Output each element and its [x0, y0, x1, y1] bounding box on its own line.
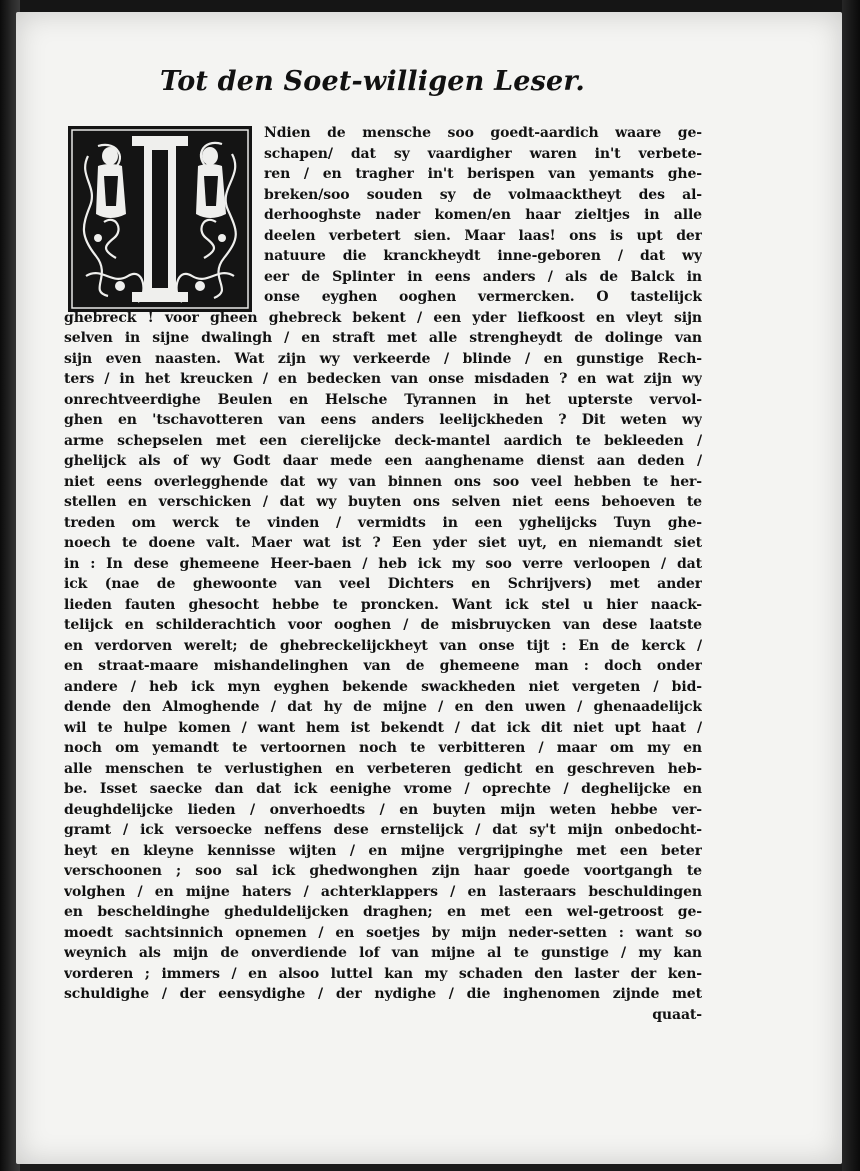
text-line: be. Isset saecke dan dat ick eenighe vrome / oprechte / deghelijcke en — [64, 781, 702, 797]
text-line: heyt en kleyne kennisse wijten / en mijne vergrijpinghe met een beter — [64, 842, 702, 859]
text-line: en verdorven werelt; de ghebreckelijckheyt van onse tijt : En de kerck / — [64, 637, 702, 654]
text-line: ters / in het kreucken / en bedecken van onse misdaden ? en wat zijn wy — [64, 371, 702, 387]
text-line: eer de Splinter in eens anders / als de Balck in — [264, 268, 702, 285]
text-line: Ndien de mensche soo goedt-aardich waare ge- — [264, 125, 702, 141]
body-text — [64, 123, 702, 1025]
text-line: volghen / en mijne haters / achterklappers / en lasteraars beschuldingen — [64, 883, 702, 900]
text-line: weynich als mijn de onverdiende lof van mijne al te gunstige / my kan — [64, 945, 702, 961]
text-line: alle menschen te verlustighen en verbeteren gedicht en geschreven heb- — [64, 760, 702, 777]
text-line: ren / en tragher in't berispen van yemants ghe- — [264, 166, 702, 182]
text-line: deughdelijcke lieden / onverhoedts / en buyten mijn weten hebbe ver- — [64, 801, 702, 818]
text-line: natuure die kranckheydt inne-geboren / dat wy — [264, 248, 702, 264]
text-line: ghelijck als of wy Godt daar mede een aanghename dienst aan deden / — [64, 453, 702, 469]
text-line: sijn even naasten. Wat zijn wy verkeerde / blinde / en gunstige Rech- — [64, 350, 702, 367]
text-line: selven in sijne dwalingh / en straft met alle strengheydt de dolinge van — [64, 330, 702, 346]
text-line: breken/soo souden sy de volmaacktheyt des al- — [264, 186, 702, 203]
text-line: schapen/ dat sy vaardigher waren in't verbete- — [264, 145, 702, 162]
text-line: onse eyghen ooghen vermercken. O tastelijck — [264, 289, 702, 305]
text-line: telijck en schilderachtich voor ooghen / de misbruycken van dese laatste — [64, 617, 702, 633]
text-line: vorderen ; immers / en alsoo luttel kan my schaden den laster der ken- — [64, 965, 702, 982]
text-line: treden om werck te vinden / vermidts in een yghelijcks Tuyn ghe- — [64, 514, 702, 531]
text-line: schuldighe / der eensydighe / der nydighe / die inghenomen zijnde met — [64, 986, 702, 1002]
text-line: deelen verbetert sien. Maar laas! ons is upt der — [264, 227, 702, 244]
text-line: wil te hulpe komen / want hem ist bekendt / dat ick dit niet upt haat / — [64, 719, 702, 736]
text-line: arme schepselen met een cierelijcke deck-mantel aardich te bekleeden / — [64, 432, 702, 449]
page-header: Tot den Soet-willigen Leser. — [160, 66, 585, 97]
text-line: verschoonen ; soo sal ick ghedwonghen zijn haar goede voortgangh te — [64, 863, 702, 879]
text-line: ghebreck ! voor gheen ghebreck bekent / een yder liefkoost en vleyt sijn — [64, 309, 702, 326]
text-line: noch om yemandt te vertoornen noch te verbitteren / maar om my en — [64, 740, 702, 756]
text-line: gramt / ick versoecke neffens dese ernstelijck / dat sy't mijn onbedocht- — [64, 822, 702, 838]
text-line: noech te doene valt. Maer wat ist ? Een yder siet uyt, en niemandt siet — [64, 535, 702, 551]
text-line: en bescheldinghe gheduldelijcken draghen; en met een wel-getroost ge- — [64, 904, 702, 920]
text-line: lieden fauten ghesocht hebbe te proncken. Want ick stel u hier naack- — [64, 596, 702, 613]
text-line: niet eens overlegghende dat wy van binnen ons soo veel hebben te her- — [64, 473, 702, 490]
text-line: in : In dese ghemeene Heer-baen / heb ick my soo verre verloopen / dat — [64, 555, 702, 572]
text-line: stellen en verschicken / dat wy buyten ons selven niet eens behoeven te — [64, 494, 702, 510]
text-line: dende den Almoghende / dat hy de mijne / en den uwen / ghenaadelijck — [64, 699, 702, 715]
text-line: derhooghste nader komen/en haar zieltjes in alle — [264, 207, 702, 223]
text-line: en straat-maare mishandelinghen van de ghemeene man : doch onder — [64, 658, 702, 674]
text-line: ghen en 'tschavotteren van eens anders leelijckheden ? Dit weten wy — [64, 412, 702, 428]
text-line: onrechtveerdighe Beulen en Helsche Tyrannen in het upterste vervol- — [64, 391, 702, 408]
catchword: quaat- — [652, 1006, 702, 1023]
text-line: ick (nae de ghewoonte van veel Dichters en Schrijvers) met ander — [64, 576, 702, 592]
text-line: andere / heb ick myn eyghen bekende swackheden niet vergeten / bid- — [64, 678, 702, 695]
text-line: moedt sachtsinnich opnemen / en soetjes by mijn neder-setten : want so — [64, 924, 702, 941]
scanner-right-edge — [842, 0, 860, 1171]
